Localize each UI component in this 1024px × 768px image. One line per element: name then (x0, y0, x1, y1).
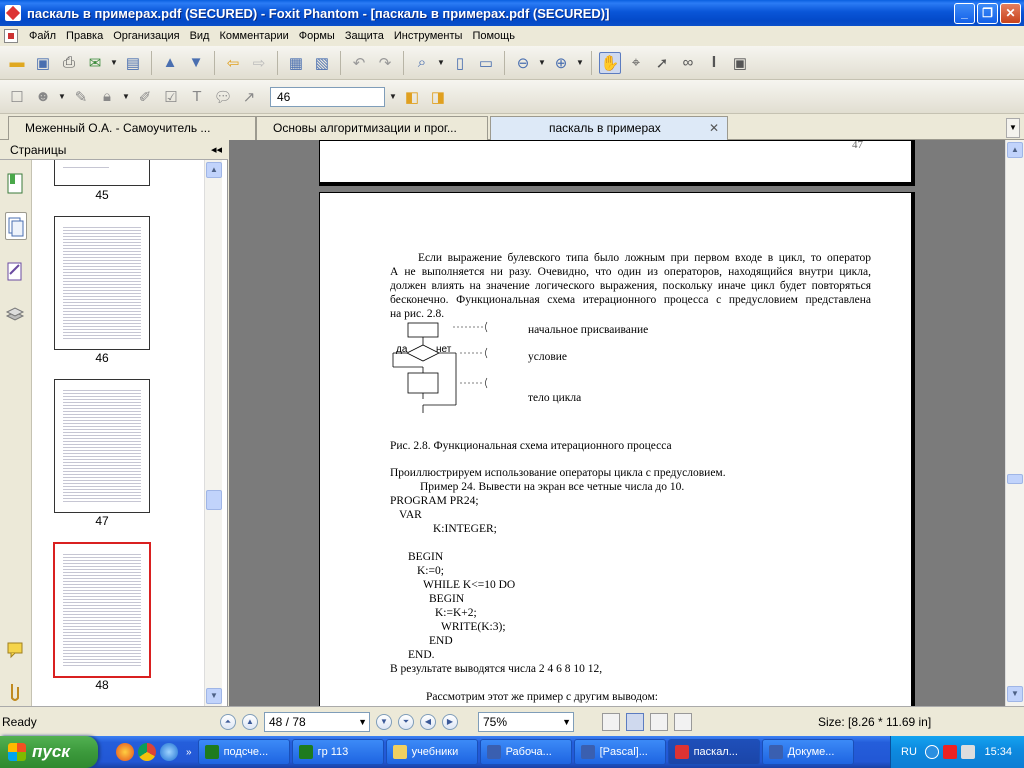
code-line: END (429, 635, 453, 647)
typewriter-icon[interactable]: T (192, 88, 202, 105)
page-navigator-value: 48 / 78 (269, 715, 306, 729)
flowchart-diagram (380, 317, 500, 417)
toolbar-separator (277, 51, 278, 75)
quick-launch (116, 743, 178, 761)
go-back-icon[interactable]: ◀ (420, 714, 436, 730)
toolbar-separator (403, 51, 404, 75)
menu-comments[interactable]: Комментарии (219, 30, 289, 42)
scroll-thumb[interactable] (206, 490, 222, 510)
select-arrow-icon[interactable]: ➚ (655, 54, 669, 72)
pages-thumbnails-icon[interactable] (5, 212, 27, 240)
toolbar-separator (214, 51, 215, 75)
status-text: Ready (2, 715, 37, 729)
zoom-magnifier-icon[interactable]: ⌕ (417, 54, 427, 71)
tab-close-icon[interactable]: ✕ (708, 121, 719, 135)
taskbar-item-label: гр 113 (317, 746, 349, 758)
tab-mezhenny[interactable] (8, 116, 256, 140)
network-icon[interactable] (925, 745, 939, 759)
snapshot-icon[interactable]: ▣ (732, 54, 748, 72)
fit-page-icon[interactable]: ▯ (455, 54, 465, 72)
close-button[interactable]: ✕ (1000, 3, 1021, 24)
collapse-panel-icon[interactable]: ◂◂ (210, 144, 222, 156)
pages-panel-header (0, 140, 228, 160)
quick-launch-expand-icon[interactable]: » (186, 746, 192, 758)
thumbnails-scrollbar[interactable] (204, 160, 222, 706)
print-icon[interactable]: ⎙ (62, 54, 75, 71)
toolbar-separator (504, 51, 505, 75)
pages-panel-title: Страницы (10, 143, 67, 157)
system-tray (890, 736, 1024, 768)
window-title: паскаль в примерах.pdf (SECURED) - Foxit Phantom - [паскаль в примерах.pdf (SECURED)] (27, 5, 610, 21)
layers-icon[interactable] (5, 300, 27, 328)
example-heading: Пример 24. Вывести на экран все четные числа до 10. (420, 481, 685, 493)
binoculars-icon[interactable]: ∞ (682, 54, 694, 71)
single-page-view-icon[interactable] (602, 713, 620, 731)
code-line: K:INTEGER; (433, 523, 497, 535)
intro-text: Проиллюстрируем использование операторы цикла с предусловием. (390, 467, 726, 479)
next-example-text: Рассмотрим этот же пример с другим выводом: (426, 691, 658, 703)
code-line: PROGRAM PR24; (390, 495, 479, 507)
tab-label: Меженный О.А. - Самоучитель ... (25, 121, 211, 135)
page-thumbnail-48[interactable] (54, 543, 150, 677)
previous-page-icon[interactable]: ▲ (162, 54, 178, 71)
taskbar-item-label: Рабоча... (505, 746, 552, 758)
word-icon (487, 745, 501, 759)
scan-icon[interactable]: ▤ (125, 54, 141, 72)
redo-icon[interactable]: ↷ (378, 54, 392, 72)
next-page-icon[interactable]: ▼ (188, 54, 204, 71)
page-number-dropdown[interactable]: ▼ (389, 92, 397, 101)
lock-dropdown[interactable]: ▼ (122, 92, 130, 101)
code-line: END. (408, 649, 435, 661)
toolbar-separator (340, 51, 341, 75)
page-thumbnails (32, 160, 204, 706)
antivirus-icon[interactable] (943, 745, 957, 759)
code-line: WHILE K<=10 DO (423, 579, 516, 591)
tab-pascal-examples[interactable] (490, 116, 728, 140)
chrome-icon[interactable] (138, 743, 156, 761)
fit-width-icon[interactable]: ▭ (478, 54, 494, 72)
menu-organize[interactable]: Организация (113, 30, 180, 42)
excel-icon (299, 745, 313, 759)
flowchart-body-label: тело цикла (528, 392, 582, 404)
figure-caption: Рис. 2.8. Функциональная схема итерационного процесса (390, 440, 672, 452)
attach-tool-icon[interactable]: ✎ (74, 88, 88, 106)
link-arrow-icon[interactable]: ↗ (242, 88, 256, 106)
taskbar-item-label: [Pascal]... (599, 746, 648, 758)
open-folder-icon[interactable]: ▬ (9, 54, 25, 71)
code-line: VAR (399, 509, 422, 521)
first-page-icon[interactable]: ⏶ (220, 714, 236, 730)
tab-label: Основы алгоритмизации и прог... (273, 121, 457, 135)
volume-icon[interactable] (961, 745, 975, 759)
zoom-dropdown[interactable]: ▼ (437, 58, 445, 67)
paragraph-line: А не выполняется ни разу. Очевидно, что один из операторов, находящийся внутри цикла, (390, 266, 871, 278)
thumbnail-label: 45 (95, 188, 109, 202)
navigation-rail (0, 160, 32, 706)
stamp-dropdown[interactable]: ▼ (58, 92, 66, 101)
maximize-button[interactable]: ❐ (977, 3, 998, 24)
status-bar (0, 706, 1024, 736)
code-line: K:=0; (417, 565, 444, 577)
checkbox-tool-icon[interactable]: ☐ (10, 88, 24, 106)
loupe-icon[interactable]: ⌖ (631, 54, 641, 71)
tab-list-dropdown[interactable]: ▼ (1006, 118, 1020, 138)
facing-view-icon[interactable] (650, 713, 668, 731)
folder-icon (393, 745, 407, 759)
minimize-button[interactable]: _ (954, 3, 975, 24)
signatures-icon[interactable] (5, 258, 27, 286)
paragraph-line: должен влиять на значение логического выражения, поскольку иначе цикл будет повторяться (390, 280, 871, 292)
taskbar-item[interactable] (198, 739, 290, 765)
code-line: BEGIN (408, 551, 444, 563)
taskbar-item[interactable] (574, 739, 666, 765)
foxit-icon (675, 745, 689, 759)
zoom-out-icon[interactable]: ⊖ (516, 54, 530, 72)
opera-icon[interactable] (116, 743, 134, 761)
window-controls (954, 3, 1021, 24)
tab-label: паскаль в примерах (549, 121, 661, 135)
menu-bar (0, 26, 1024, 46)
email-dropdown[interactable]: ▼ (110, 58, 118, 67)
taskbar-item-label: учебники (411, 746, 459, 758)
zoom-in-dropdown[interactable]: ▼ (576, 58, 584, 67)
lock-icon[interactable]: 🔒︎ (103, 88, 111, 105)
next-page-icon[interactable]: ▼ (376, 714, 392, 730)
chevron-down-icon[interactable]: ▼ (562, 717, 571, 727)
flowchart-init-label: начальное присваивание (528, 324, 649, 336)
menu-edit[interactable]: Правка (66, 30, 104, 42)
extract-page-icon[interactable]: ▧ (314, 54, 330, 72)
tab-algorithms[interactable] (256, 116, 488, 140)
flowchart-no-label: нет (436, 344, 452, 355)
comment-bubble-icon[interactable]: 💬︎ (213, 88, 233, 106)
taskbar-item-label: подсче... (223, 746, 269, 758)
document-tabs (0, 114, 1024, 140)
foxit-app-icon[interactable] (5, 5, 21, 21)
excel-icon (205, 745, 219, 759)
taskbar-item-label: паскал... (693, 746, 738, 758)
comments-icon[interactable] (5, 636, 27, 664)
chevron-down-icon[interactable]: ▼ (358, 717, 367, 727)
secondary-toolbar (0, 80, 1024, 114)
user-stamp-icon[interactable]: ☻ (35, 88, 51, 105)
body-paragraph (390, 251, 871, 321)
scroll-up-arrow[interactable]: ▲ (1007, 142, 1023, 158)
last-page-icon[interactable]: ⏷ (398, 714, 414, 730)
back-arrow-icon[interactable]: ⇦ (226, 54, 240, 72)
zoom-level-field[interactable] (478, 712, 574, 732)
current-page (319, 192, 915, 706)
continuous-facing-view-icon[interactable] (674, 713, 692, 731)
scroll-down-arrow[interactable]: ▼ (1007, 686, 1023, 702)
menu-view[interactable]: Вид (189, 30, 210, 42)
code-line: K:=K+2; (435, 607, 477, 619)
page-thumbnail-45[interactable] (54, 160, 150, 186)
menu-file[interactable]: Файл (29, 30, 57, 42)
taskbar-item-label: Докуме... (787, 746, 835, 758)
clock: 15:34 (984, 746, 1012, 758)
insert-page-icon[interactable]: ▦ (288, 54, 304, 72)
bookmarks-icon[interactable] (5, 170, 27, 198)
scroll-down-arrow[interactable]: ▼ (206, 688, 222, 704)
previous-page (319, 140, 915, 186)
menu-help[interactable]: Помощь (472, 30, 515, 42)
windows-logo-icon (8, 743, 26, 761)
previous-page-icon[interactable]: ▲ (242, 714, 258, 730)
taskbar-item[interactable] (386, 739, 478, 765)
email-icon[interactable]: ✉ (88, 54, 102, 72)
page-navigator-field[interactable] (264, 712, 370, 732)
zoom-in-icon[interactable]: ⊕ (554, 54, 568, 72)
scroll-thumb[interactable] (1007, 474, 1023, 484)
internet-explorer-icon[interactable] (160, 743, 178, 761)
document-menu-icon[interactable] (4, 29, 18, 43)
word-icon (769, 745, 783, 759)
language-indicator[interactable]: RU (901, 746, 917, 758)
continuous-view-icon[interactable] (626, 713, 644, 731)
previous-view-icon[interactable]: ◧ (404, 88, 420, 106)
title-bar[interactable] (0, 0, 1024, 26)
hand-tool-icon[interactable]: ✋ (599, 52, 621, 74)
code-line: WRITE(K:3); (441, 621, 506, 633)
zoom-out-dropdown[interactable]: ▼ (538, 58, 546, 67)
save-icon[interactable]: ▣ (35, 54, 51, 72)
form-edit-icon[interactable]: ☑ (164, 88, 178, 106)
undo-icon[interactable]: ↶ (352, 54, 366, 72)
page-size-text: Size: [8.26 * 11.69 in] (818, 715, 932, 729)
page-thumbnail-46[interactable] (54, 216, 150, 350)
document-view[interactable] (229, 140, 1005, 706)
next-view-icon[interactable]: ◨ (430, 88, 446, 106)
start-label: пуск (32, 742, 70, 761)
result-text: В результате выводятся числа 2 4 6 8 10 12, (390, 663, 603, 675)
scroll-up-arrow[interactable]: ▲ (206, 162, 222, 178)
taskbar-item[interactable] (292, 739, 384, 765)
taskbar-item[interactable] (762, 739, 854, 765)
flowchart-yes-label: да (396, 344, 408, 355)
windows-taskbar (0, 736, 1024, 768)
paragraph-line: на рис. 2.8. (390, 308, 445, 320)
pages-panel (0, 140, 228, 706)
page-thumbnail-47[interactable] (54, 379, 150, 513)
flowchart-condition-label: условие (528, 351, 568, 363)
start-button[interactable] (0, 736, 98, 768)
toolbar-separator (151, 51, 152, 75)
menu-tools[interactable]: Инструменты (393, 30, 463, 42)
paragraph-line: бесконечно. Функциональная схема итерационного процесса с предусловием представлена (390, 294, 871, 306)
page-number: 47 (852, 140, 863, 151)
menu-protect[interactable]: Защита (344, 30, 384, 42)
note-edit-icon[interactable]: ✐ (138, 88, 152, 106)
code-line: BEGIN (429, 593, 465, 605)
zoom-level-value: 75% (483, 715, 508, 729)
taskbar-item[interactable] (480, 739, 572, 765)
text-select-icon[interactable]: 𝐈 (711, 54, 717, 71)
go-forward-icon[interactable]: ▶ (442, 714, 458, 730)
toolbar-separator (591, 51, 592, 75)
document-scrollbar[interactable] (1005, 140, 1024, 706)
main-toolbar (0, 46, 1024, 80)
attachments-icon[interactable] (5, 678, 27, 706)
taskbar-item[interactable] (668, 739, 760, 765)
thumbnail-label: 47 (95, 514, 109, 528)
word-icon (581, 745, 595, 759)
paragraph-line: Если выражение булевского типа было ложным при первом входе в цикл, то оператор (418, 252, 871, 264)
thumbnail-label: 46 (95, 351, 109, 365)
forward-arrow-icon[interactable]: ⇨ (252, 54, 266, 72)
page-number-input[interactable]: 46 (270, 87, 385, 107)
menu-forms[interactable]: Формы (298, 30, 335, 42)
thumbnail-label: 48 (95, 678, 109, 692)
